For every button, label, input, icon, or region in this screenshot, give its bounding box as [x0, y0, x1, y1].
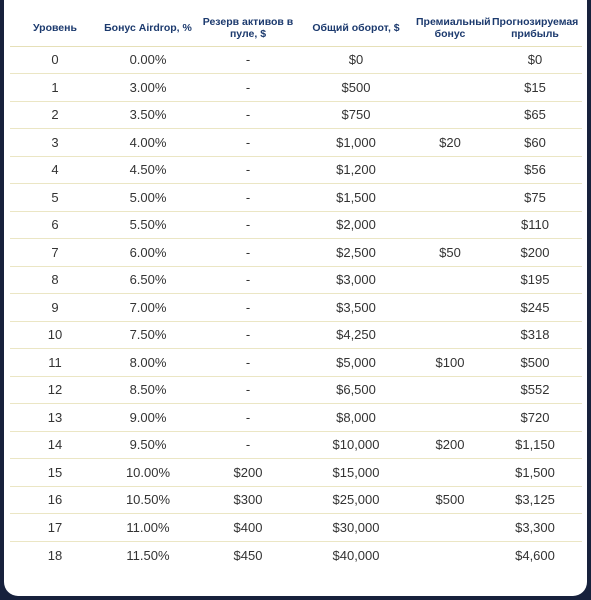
- cell-premium-bonus: [412, 294, 488, 322]
- cell-level: 16: [47, 492, 63, 508]
- cell-airdrop-bonus: 11.50%: [126, 547, 170, 563]
- cell-premium-bonus: [412, 541, 488, 569]
- table-row: [10, 101, 582, 129]
- cell-airdrop-bonus: 3.50%: [129, 107, 167, 123]
- cell-level: 10: [47, 327, 63, 343]
- cell-premium-bonus: [412, 156, 488, 184]
- cell-pool-reserve: -: [245, 409, 251, 425]
- cell-pool-reserve: $300: [233, 492, 263, 508]
- cell-projected-profit: $200: [520, 244, 550, 260]
- table-row: [10, 46, 582, 74]
- cell-pool-reserve: -: [245, 437, 251, 453]
- header-total-turnover: Общий оборот, $: [312, 21, 400, 34]
- cell-pool-reserve: -: [245, 299, 251, 315]
- cell-airdrop-bonus: 11.00%: [126, 519, 170, 535]
- table-row: [10, 184, 582, 212]
- cell-total-turnover: $1,200: [336, 162, 376, 178]
- cell-total-turnover: $1,500: [336, 189, 376, 205]
- cell-pool-reserve: -: [245, 272, 251, 288]
- table-body: [10, 46, 582, 569]
- cell-airdrop-bonus: 4.50%: [129, 162, 167, 178]
- cell-pool-reserve: -: [245, 354, 251, 370]
- table-row: [10, 156, 582, 184]
- header-projected-profit: Прогнозируемая прибыль: [492, 15, 579, 40]
- cell-level: 4: [51, 162, 59, 178]
- cell-total-turnover: $4,250: [336, 327, 376, 343]
- cell-level: 12: [47, 382, 63, 398]
- cell-level: 18: [47, 547, 63, 563]
- cell-projected-profit: $720: [520, 409, 550, 425]
- cell-total-turnover: $40,000: [332, 547, 380, 563]
- table-row: [10, 514, 582, 542]
- cell-airdrop-bonus: 8.50%: [129, 382, 167, 398]
- cell-premium-bonus: [412, 321, 488, 349]
- cell-total-turnover: $0: [348, 52, 364, 68]
- cell-level: 2: [51, 107, 59, 123]
- table-row: [10, 459, 582, 487]
- table-row: [10, 129, 582, 157]
- cell-total-turnover: $750: [341, 107, 371, 123]
- cell-projected-profit: $110: [521, 217, 549, 233]
- cell-airdrop-bonus: 9.00%: [129, 409, 167, 425]
- cell-projected-profit: $245: [520, 299, 550, 315]
- cell-airdrop-bonus: 5.50%: [129, 217, 167, 233]
- cell-total-turnover: $30,000: [332, 519, 380, 535]
- cell-projected-profit: $195: [520, 272, 550, 288]
- cell-premium-bonus: $20: [439, 134, 461, 150]
- table-row: [10, 431, 582, 459]
- cell-premium-bonus: $100: [435, 354, 465, 370]
- cell-projected-profit: $318: [520, 327, 550, 343]
- cell-total-turnover: $6,500: [336, 382, 376, 398]
- cell-projected-profit: $3,300: [515, 519, 555, 535]
- cell-premium-bonus: [412, 266, 488, 294]
- cell-projected-profit: $3,125: [515, 492, 555, 508]
- cell-pool-reserve: -: [245, 244, 251, 260]
- cell-projected-profit: $0: [527, 52, 543, 68]
- cell-premium-bonus: $500: [435, 492, 465, 508]
- header-premium-bonus: Премиальный бонус: [416, 15, 491, 40]
- cell-premium-bonus: [412, 459, 488, 487]
- cell-pool-reserve: -: [245, 382, 251, 398]
- cell-level: 13: [47, 409, 63, 425]
- table-row: [10, 376, 582, 404]
- cell-total-turnover: $3,000: [336, 272, 376, 288]
- cell-pool-reserve: $400: [233, 519, 263, 535]
- cell-total-turnover: $500: [341, 79, 371, 95]
- table-row: [10, 404, 582, 432]
- cell-premium-bonus: [412, 376, 488, 404]
- cell-level: 7: [51, 244, 59, 260]
- cell-level: 15: [47, 464, 63, 480]
- cell-pool-reserve: -: [245, 134, 251, 150]
- cell-level: 17: [47, 519, 63, 535]
- cell-level: 11: [48, 354, 62, 370]
- cell-total-turnover: $25,000: [332, 492, 380, 508]
- cell-projected-profit: $1,150: [515, 437, 555, 453]
- header-pool-reserve: Резерв активов в пуле, $: [202, 15, 294, 40]
- cell-airdrop-bonus: 6.50%: [129, 272, 167, 288]
- cell-airdrop-bonus: 7.00%: [129, 299, 167, 315]
- cell-total-turnover: $10,000: [332, 437, 380, 453]
- cell-total-turnover: $15,000: [332, 464, 380, 480]
- cell-pool-reserve: -: [245, 327, 251, 343]
- table-row: [10, 349, 582, 377]
- cell-premium-bonus: [412, 514, 488, 542]
- cell-airdrop-bonus: 10.00%: [125, 464, 171, 480]
- cell-pool-reserve: -: [245, 162, 251, 178]
- header-row: [10, 10, 582, 46]
- cell-premium-bonus: [412, 211, 488, 239]
- cell-projected-profit: $4,600: [515, 547, 555, 563]
- cell-premium-bonus: $200: [435, 437, 465, 453]
- cell-projected-profit: $60: [524, 134, 546, 150]
- table-row: [10, 486, 582, 514]
- cell-pool-reserve: -: [245, 79, 251, 95]
- cell-level: 0: [51, 52, 59, 68]
- cell-total-turnover: $1,000: [336, 134, 376, 150]
- cell-airdrop-bonus: 3.00%: [129, 79, 167, 95]
- cell-airdrop-bonus: 4.00%: [129, 134, 167, 150]
- cell-total-turnover: $2,000: [336, 217, 376, 233]
- cell-total-turnover: $2,500: [336, 244, 376, 260]
- cell-pool-reserve: $450: [233, 547, 263, 563]
- cell-total-turnover: $3,500: [336, 299, 376, 315]
- cell-airdrop-bonus: 0.00%: [129, 52, 167, 68]
- cell-airdrop-bonus: 10.50%: [125, 492, 171, 508]
- cell-airdrop-bonus: 7.50%: [129, 327, 167, 343]
- cell-projected-profit: $56: [524, 162, 546, 178]
- cell-premium-bonus: [412, 74, 488, 102]
- cell-level: 1: [51, 79, 59, 95]
- table-row: [10, 211, 582, 239]
- cell-projected-profit: $15: [524, 79, 546, 95]
- cell-airdrop-bonus: 6.00%: [129, 244, 167, 260]
- cell-level: 9: [51, 299, 59, 315]
- levels-table: [10, 10, 582, 569]
- cell-pool-reserve: -: [245, 107, 251, 123]
- cell-premium-bonus: [412, 184, 488, 212]
- header-level: Уровень: [33, 21, 77, 34]
- table-header: [10, 10, 582, 46]
- cell-total-turnover: $5,000: [336, 354, 376, 370]
- cell-total-turnover: $8,000: [336, 409, 376, 425]
- table-row: [10, 239, 582, 267]
- table-row: [10, 74, 582, 102]
- cell-airdrop-bonus: 5.00%: [129, 189, 167, 205]
- cell-level: 5: [51, 189, 59, 205]
- cell-level: 8: [51, 272, 59, 288]
- cell-airdrop-bonus: 8.00%: [129, 354, 167, 370]
- cell-pool-reserve: -: [245, 217, 251, 233]
- cell-level: 14: [47, 437, 63, 453]
- cell-premium-bonus: $50: [439, 244, 461, 260]
- cell-level: 3: [51, 134, 59, 150]
- cell-premium-bonus: [412, 404, 488, 432]
- cell-airdrop-bonus: 9.50%: [129, 437, 167, 453]
- table-row: [10, 294, 582, 322]
- cell-premium-bonus: [412, 101, 488, 129]
- cell-projected-profit: $1,500: [515, 464, 555, 480]
- table-row: [10, 321, 582, 349]
- cell-projected-profit: $75: [524, 189, 546, 205]
- cell-projected-profit: $65: [524, 107, 546, 123]
- cell-pool-reserve: -: [245, 189, 251, 205]
- header-airdrop-bonus: Бонус Airdrop, %: [104, 21, 192, 34]
- cell-pool-reserve: $200: [233, 464, 263, 480]
- cell-premium-bonus: [412, 46, 488, 74]
- cell-level: 6: [51, 217, 59, 233]
- table-row: [10, 266, 582, 294]
- cell-pool-reserve: -: [245, 52, 251, 68]
- table-row: [10, 541, 582, 569]
- cell-projected-profit: $552: [520, 382, 550, 398]
- cell-projected-profit: $500: [520, 354, 550, 370]
- levels-card: [4, 0, 587, 596]
